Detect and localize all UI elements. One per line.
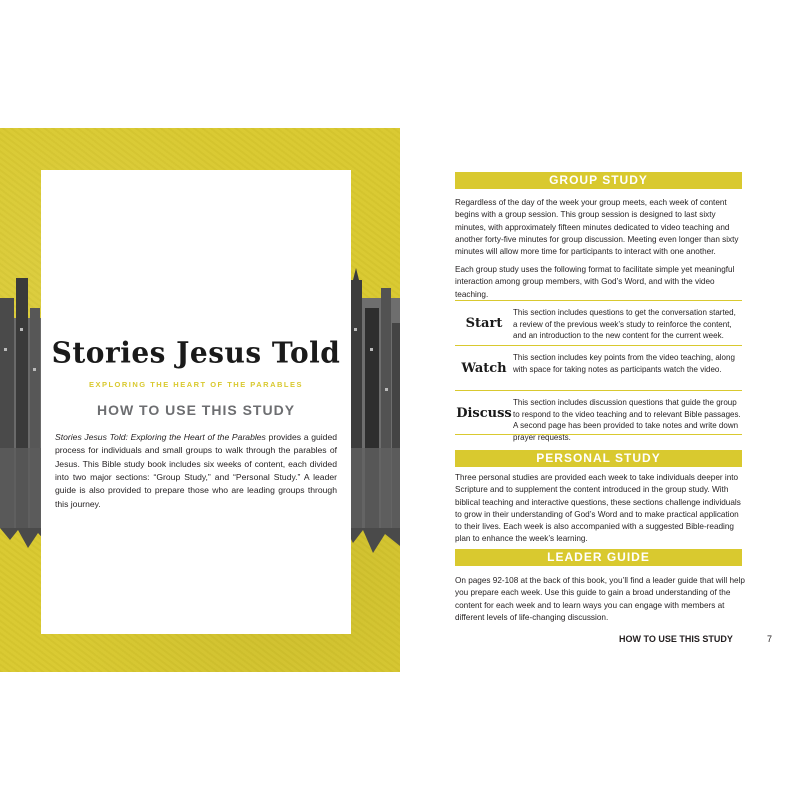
title-card [41,170,351,634]
section-heading: HOW TO USE THIS STUDY [96,402,296,418]
intro-text: provides a guided process for individuals and small groups to walk through the parables of Jesus. This Bible study book includes six weeks of content, each divided into two major sections: “Group Study,” and “Personal Study.” A leader guide is also provided to prepare those who are leading groups through this journey. [55,432,337,509]
format-label: Start [465,316,503,331]
group-study-paragraph-1: Regardless of the day of the week your group meets, each week of content begins with a group session. This group session is designed to last sixty minutes, with approximately fifteen minutes dedicated to video teaching and another forty-five minutes for group discussion. Meeting even longer than sixty minutes will allow more time for participants to interact with one another. [455,198,739,257]
book-title: Stories Jesus Told [51,335,341,370]
running-footer-title: HOW TO USE THIS STUDY [619,634,733,644]
group-study-paragraph-2: Each group study uses the following format to facilitate simple yet meaningful interaction among group members, with God’s Word, and with the video teaching. [455,265,735,299]
personal-study-paragraph: Three personal studies are provided each week to take individuals deeper into Scripture and to supplement the content introduced in the group study. With biblical teaching and interactive questions, these sections challenge individuals to grow in their understanding of God’s Word and to make practical application to their lives. Each week is also accompanied with a suggested Bible-reading plan to enhance the week’s learning. [455,473,741,544]
group-format-list [455,300,742,442]
group-study-banner: GROUP STUDY [455,172,742,189]
format-row-watch [455,345,742,390]
format-row-discuss [455,390,742,442]
left-page [0,128,400,672]
format-label: Discuss [456,406,512,421]
book-subtitle: EXPLORING THE HEART OF THE PARABLES [88,380,304,389]
intro-paragraph [55,431,337,511]
personal-study-banner: PERSONAL STUDY [455,450,742,467]
format-description: This section includes key points from the video teaching, along with space for taking notes as participants watch the video. [513,353,735,374]
leader-guide-paragraph: On pages 92-108 at the back of this book, you’ll find a leader guide that will help you prepare each week. Use this guide to gain a broad understanding of the content for each week and to learn ways you can engage with members at different levels of life-changing discussion. [455,576,745,622]
format-description: This section includes discussion questions that guide the group to respond to the video teaching and to relevant Bible passages. A second page has been provided to take notes and write down prayer requests. [513,398,741,442]
page-number: 7 [767,634,773,644]
city-skyline-right-image [345,268,400,568]
intro-book-title: Stories Jesus Told: Exploring the Heart of the Parables [55,432,266,442]
format-row-start [455,300,742,345]
right-page [400,128,800,672]
leader-guide-banner: LEADER GUIDE [455,549,742,566]
format-label: Watch [461,361,507,376]
format-description: This section includes questions to get the conversation started, a review of the previous week’s study to reinforce the content, and an introduction to the new content for the current week. [513,308,736,341]
